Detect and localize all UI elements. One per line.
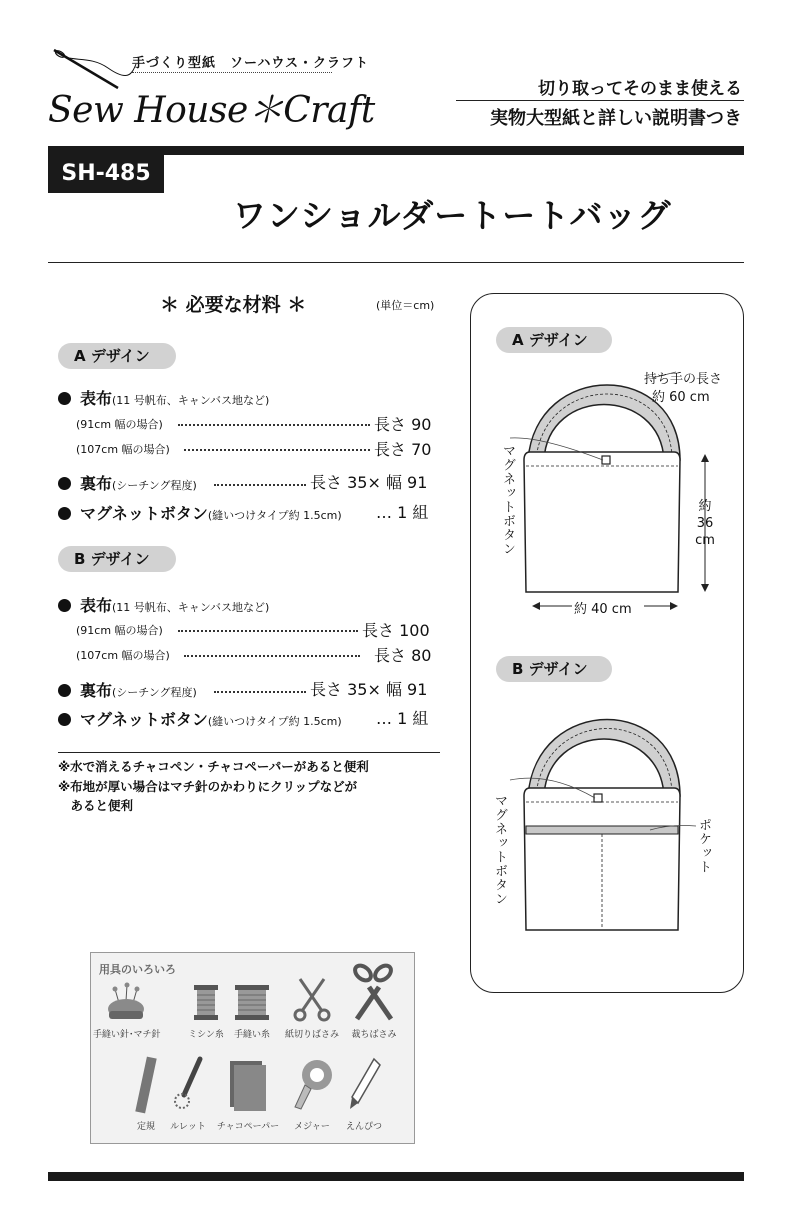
tagline-line1: 切り取ってそのまま使える xyxy=(538,79,742,99)
tool-label: ミシン糸 xyxy=(188,1030,224,1040)
tool-label: 手縫い糸 xyxy=(233,1030,270,1040)
product-title: ワンショルダートートバッグ xyxy=(233,196,672,235)
tools-title: 用具のいろいろ xyxy=(99,963,176,976)
diagram-b-label: B デザイン xyxy=(496,656,612,682)
tool-label: メジャー xyxy=(294,1122,330,1132)
tool-label: えんぴつ xyxy=(345,1122,382,1132)
tool-pincushion xyxy=(93,981,159,1040)
diagram-a-label: A デザイン xyxy=(496,327,612,353)
tool-label: チャコペーパー xyxy=(216,1122,280,1132)
tool-tracing-wheel xyxy=(155,1055,221,1132)
product-code: SH-485 xyxy=(48,155,164,193)
leader-dots xyxy=(184,449,370,451)
pencil-icon xyxy=(344,1055,384,1115)
pincushion-icon xyxy=(103,981,149,1023)
leader-dots xyxy=(214,484,306,486)
materials-heading: ＊ 必要な材料 ＊ xyxy=(160,294,307,316)
b-magnet-label: マグネットボタン xyxy=(492,794,507,906)
a-lining: 裏布(シーチング程度) xyxy=(58,471,197,494)
handle-length-value: 約 60 cm xyxy=(652,390,710,405)
tool-pencil xyxy=(331,1055,397,1132)
tool-label: 裁ちばさみ xyxy=(351,1030,397,1040)
a-outer-fabric: 表布(11 号帆布、キャンバス地など) xyxy=(58,386,269,409)
tape-measure-icon xyxy=(289,1055,335,1115)
tool-chalk-paper xyxy=(215,1055,281,1132)
bullet-icon xyxy=(58,599,71,612)
bullet-icon xyxy=(58,507,71,520)
tools-panel xyxy=(90,952,415,1144)
bottom-bar xyxy=(48,1172,744,1181)
hand-thread-icon xyxy=(232,981,272,1023)
tool-label: 紙切りばさみ xyxy=(284,1030,339,1040)
brand-subtitle: 手づくり型紙 ソーハウス・クラフト xyxy=(132,56,369,71)
design-a-label: A デザイン xyxy=(58,343,176,369)
tool-label: ルレット xyxy=(170,1122,206,1132)
bullet-icon xyxy=(58,713,71,726)
leader-dots xyxy=(178,424,370,426)
paper-scissors-icon xyxy=(292,975,332,1023)
leader-dots xyxy=(214,691,306,693)
b-magnet-button: マグネットボタン(縫いつけタイプ約 1.5cm) xyxy=(58,707,342,730)
header-divider xyxy=(48,262,744,263)
b-outer-value-1: 長さ 100 xyxy=(362,621,430,640)
a-magnet-label: マグネットボタン xyxy=(500,444,515,556)
fabric-shears-icon xyxy=(351,963,397,1023)
notes-divider xyxy=(58,752,440,753)
tracing-wheel-icon xyxy=(170,1055,206,1115)
b-outer-fabric: 表布(11 号帆布、キャンバス地など) xyxy=(58,593,269,616)
b-lining: 裏布(シーチング程度) xyxy=(58,678,197,701)
tool-label: 定規 xyxy=(136,1122,155,1132)
b-outer-value-2: 長さ 80 xyxy=(374,646,432,665)
note-2: ※布地が厚い場合はマチ針のかわりにクリップなどが xyxy=(58,779,358,794)
top-bar xyxy=(48,146,744,155)
width-label: 約 40 cm xyxy=(574,602,632,617)
leader-dots xyxy=(184,655,360,657)
b-lining-value: 長さ 35× 幅 91 xyxy=(310,680,428,699)
tool-label: 手縫い針･マチ針 xyxy=(93,1030,161,1040)
tool-paper-scissors xyxy=(279,975,345,1040)
tool-fabric-shears xyxy=(341,963,407,1040)
b-outer-cond-2: (107cm 幅の場合) xyxy=(76,649,170,662)
a-outer-value-2: 長さ 70 xyxy=(374,440,432,459)
brand-logo: Sew House＊Craft xyxy=(48,90,375,131)
b-magnet-value: … 1 組 xyxy=(376,709,429,728)
tagline-line2: 実物大型紙と詳しい説明書つき xyxy=(490,108,742,129)
bullet-icon xyxy=(58,392,71,405)
b-outer-cond-1: (91cm 幅の場合) xyxy=(76,624,163,637)
tagline-divider xyxy=(456,100,744,101)
pocket-label: ポケット xyxy=(696,818,711,874)
a-outer-value-1: 長さ 90 xyxy=(374,415,432,434)
a-magnet-value: … 1 組 xyxy=(376,503,429,522)
note-3: あると便利 xyxy=(58,798,134,813)
note-1: ※水で消えるチャコペン・チャコペーパーがあると便利 xyxy=(58,759,369,774)
a-magnet-button: マグネットボタン(縫いつけタイプ約 1.5cm) xyxy=(58,501,342,524)
handle-length-label: 持ち手の長さ xyxy=(644,372,723,387)
a-outer-cond-2: (107cm 幅の場合) xyxy=(76,443,170,456)
a-outer-cond-1: (91cm 幅の場合) xyxy=(76,418,163,431)
design-b-label: B デザイン xyxy=(58,546,176,572)
tool-hand-thread xyxy=(219,981,285,1040)
unit-note: (単位＝cm) xyxy=(376,299,435,312)
bullet-icon xyxy=(58,477,71,490)
leader-dots xyxy=(178,630,358,632)
bullet-icon xyxy=(58,684,71,697)
chalk-paper-icon xyxy=(226,1055,270,1115)
brand-divider xyxy=(132,72,332,73)
machine-thread-icon xyxy=(191,981,221,1023)
a-lining-value: 長さ 35× 幅 91 xyxy=(310,473,428,492)
height-label: 約 36 cm xyxy=(695,499,715,548)
